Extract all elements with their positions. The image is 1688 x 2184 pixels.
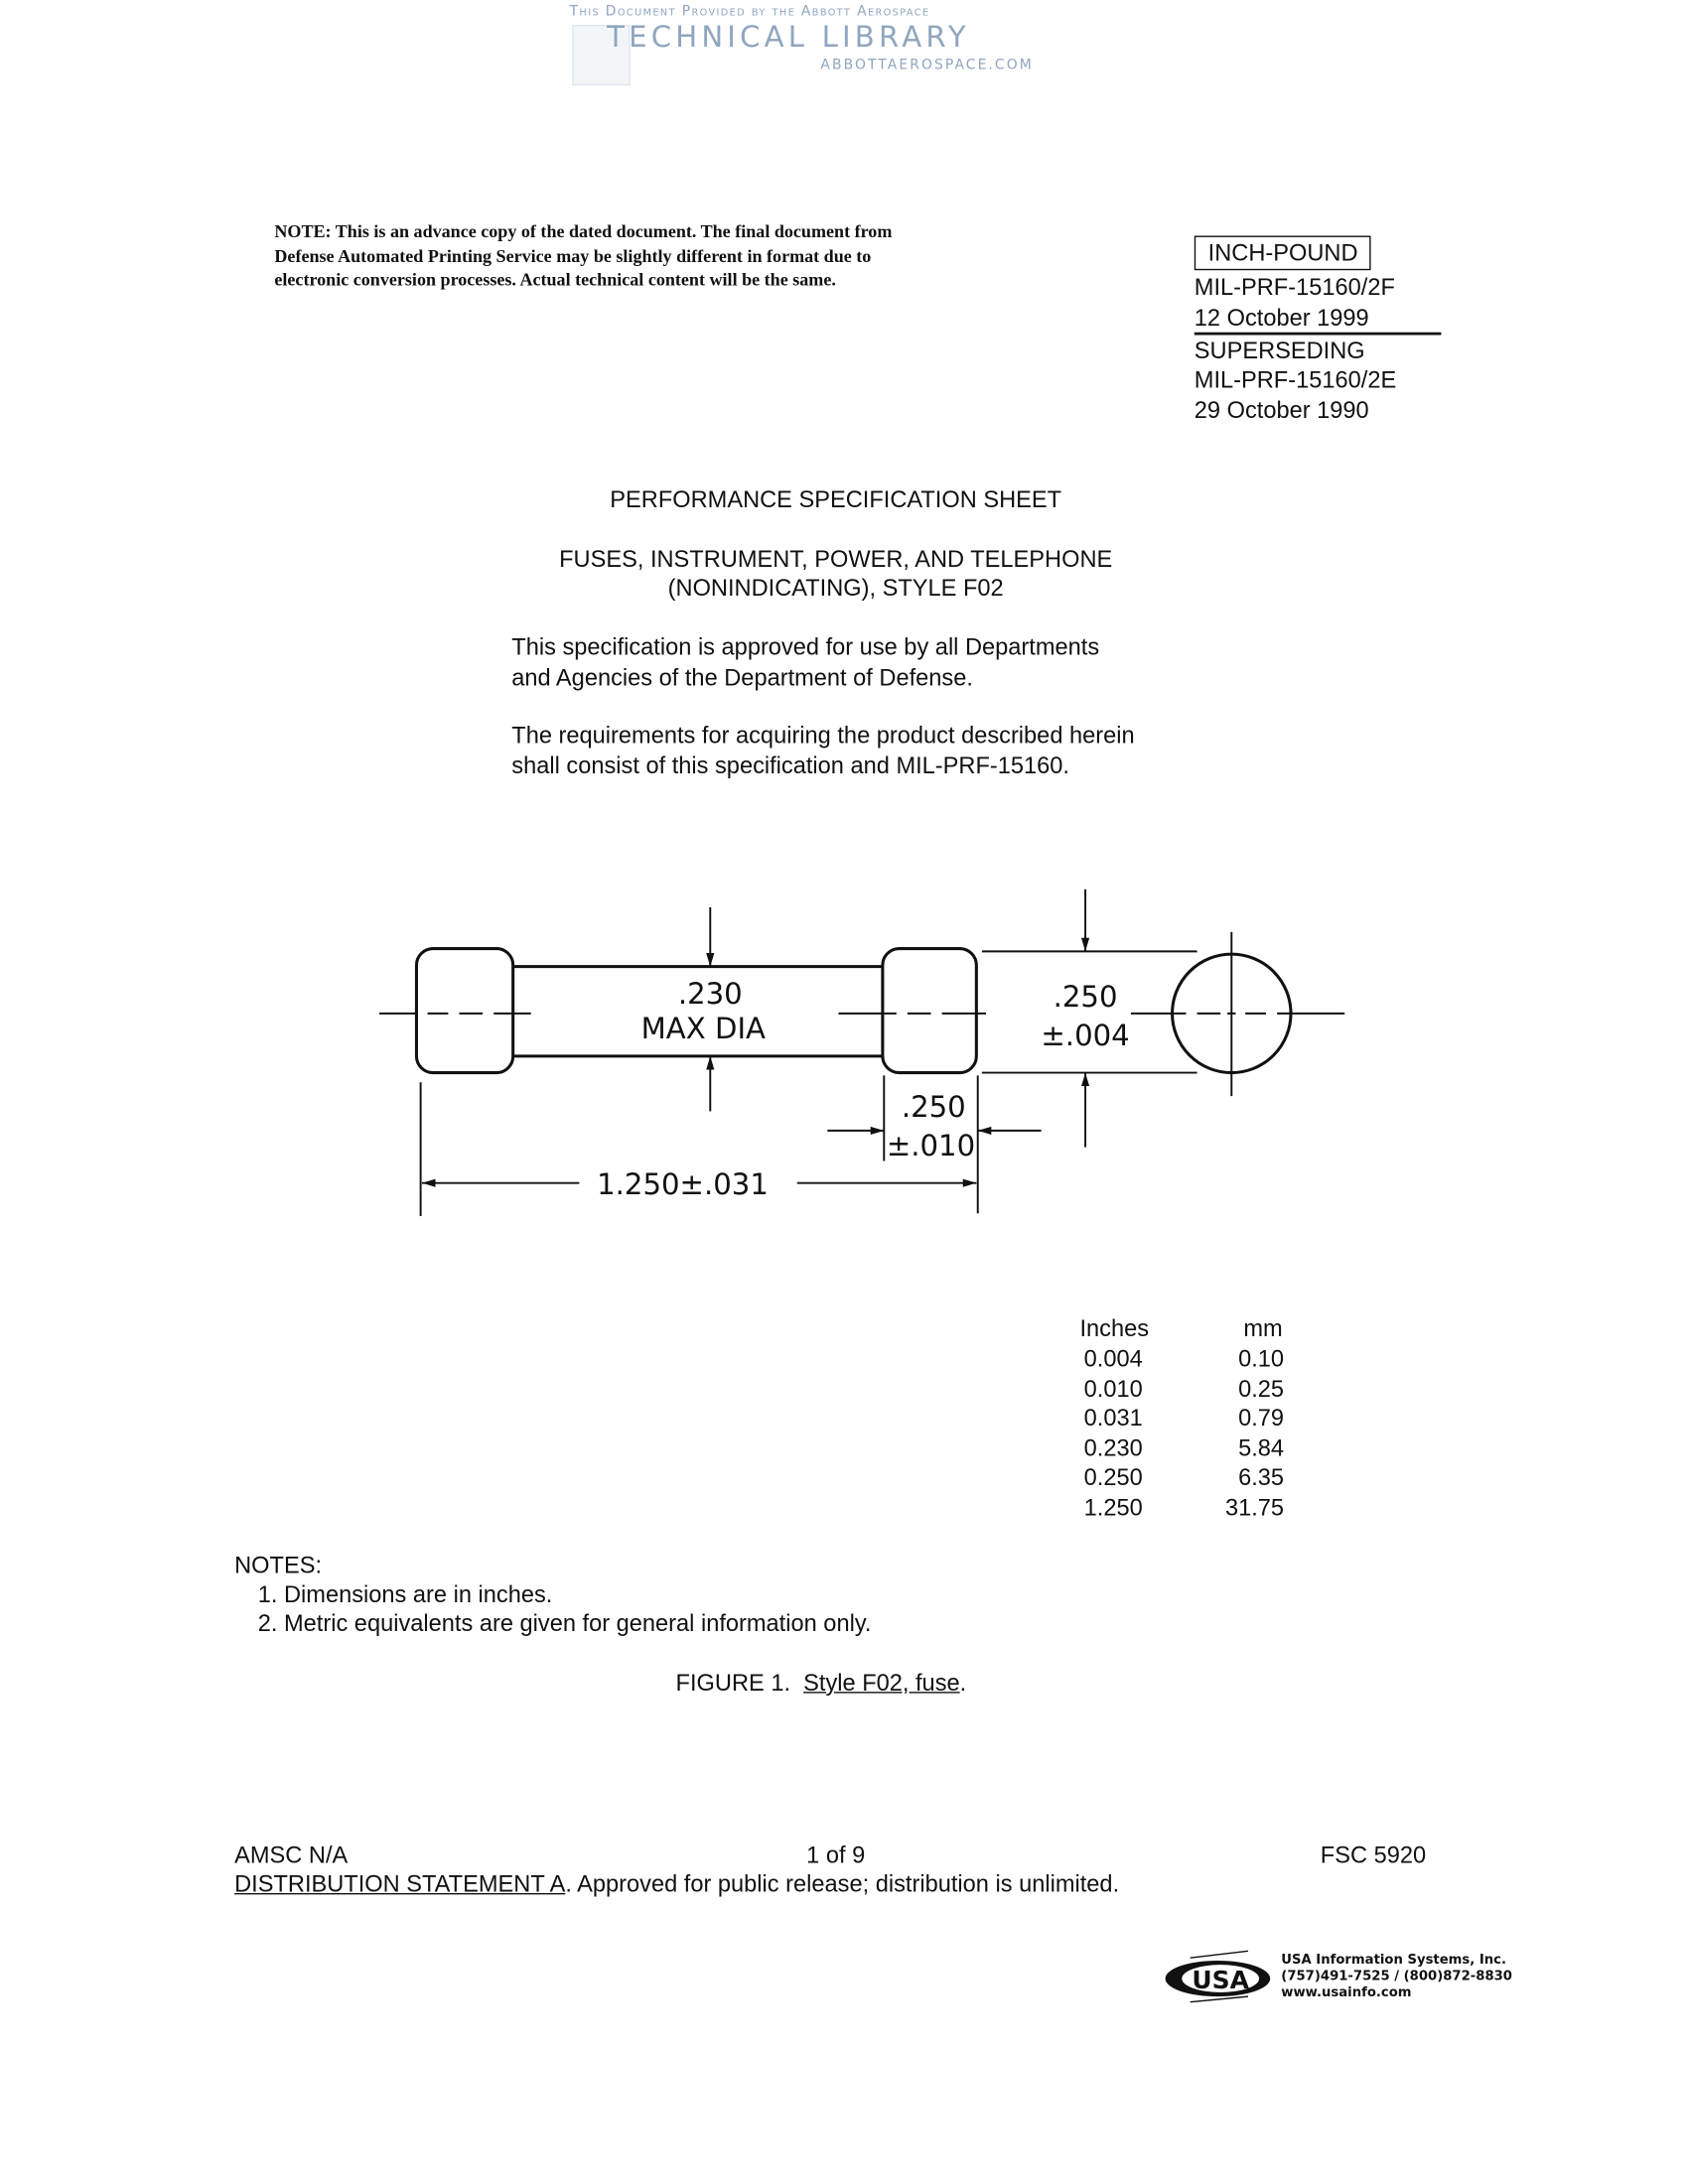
notes-heading: NOTES: [234,1552,323,1579]
product-title-line2: (NONINDICATING), STYLE F02 [667,575,1004,602]
vendor-web: www.usainfo.com [1281,1985,1412,2001]
left-cap [416,949,512,1073]
watermark-line1: This Document Provided by the Abbott Aerospace [569,4,930,20]
footer-amsc: AMSC N/A [234,1842,349,1868]
table-cell-mm: 5.84 [1238,1434,1285,1461]
approval-paragraph-line1: This specification is approved for use by all Departments [511,633,1100,661]
superseded-date: 29 October 1990 [1194,397,1369,424]
table-cell-inches: 1.250 [1083,1494,1143,1521]
cap-len-tol: ±.010 [886,1128,976,1162]
doc-id: MIL-PRF-15160/2F [1194,274,1395,301]
watermark-line3: ABBOTTAEROSPACE.COM [820,58,1034,73]
body-dia-label: .230 [677,977,743,1012]
cap-dia-tol: ±.004 [1041,1018,1130,1052]
table-cell-inches: 0.031 [1083,1405,1143,1432]
col-header-inches: Inches [1079,1315,1150,1342]
sheet-title: PERFORMANCE SPECIFICATION SHEET [610,486,1062,513]
figure-caption [676,1671,967,1695]
superseding-label: SUPERSEDING [1194,338,1365,364]
table-cell-mm: 0.25 [1238,1375,1285,1402]
table-cell-mm: 0.10 [1238,1345,1285,1372]
figure-period: . [959,1669,967,1697]
svg-text:USA: USA [1192,1965,1250,1994]
superseded-id: MIL-PRF-15160/2E [1194,366,1397,393]
inch-pound-badge: INCH-POUND [1195,236,1370,271]
product-title-line1: FUSES, INSTRUMENT, POWER, AND TELEPHONE [559,546,1113,573]
distribution-text: . Approved for public release; distribution is unlimited. [565,1870,1120,1898]
figure-label: FIGURE 1. [675,1669,791,1697]
requirements-paragraph-line1: The requirements for acquiring the product described herein [511,722,1135,750]
footer-fsc: FSC 5920 [1320,1842,1427,1868]
table-cell-inches: 0.010 [1083,1375,1143,1402]
note-item: 2. Metric equivalents are given for general information only. [257,1610,872,1637]
approval-paragraph-line2: and Agencies of the Department of Defense. [511,664,973,691]
overall-len-label: 1.250±.031 [597,1166,769,1201]
requirements-paragraph-line2: shall consist of this specification and MIL-PRF-15160. [511,752,1069,779]
table-cell-mm: 31.75 [1224,1494,1285,1521]
vendor-name: USA Information Systems, Inc. [1281,1952,1507,1968]
table-cell-inches: 0.004 [1083,1345,1143,1372]
distribution-label: DISTRIBUTION STATEMENT A [234,1870,566,1898]
cap-len-label: .250 [901,1090,966,1125]
body-dia-note: MAX DIA [640,1011,767,1045]
note-line: NOTE: This is an advance copy of the dated document. The final document from [274,220,893,242]
table-cell-mm: 0.79 [1238,1405,1285,1432]
usa-logo-icon [1163,1950,1281,2007]
note-item: 1. Dimensions are in inches. [257,1581,553,1608]
vendor-phone: (757)491-7525 / (800)872-8830 [1281,1969,1512,1984]
col-header-mm: mm [1243,1315,1283,1342]
watermark-line2: TECHNICAL LIBRARY [607,20,970,55]
distribution-statement [234,1872,1119,1896]
table-cell-mm: 6.35 [1238,1464,1285,1491]
cap-dia-label: .250 [1053,979,1118,1014]
table-cell-inches: 0.250 [1083,1464,1143,1491]
table-cell-inches: 0.230 [1083,1434,1143,1461]
right-cap [883,949,976,1073]
note-line: electronic conversion processes. Actual technical content will be the same. [274,268,836,290]
doc-date: 12 October 1999 [1194,304,1369,332]
figure-title: Style F02, fuse [803,1669,960,1697]
footer-page-number: 1 of 9 [806,1842,866,1868]
note-line: Defense Automated Printing Service may be slightly different in format due to [274,244,872,266]
